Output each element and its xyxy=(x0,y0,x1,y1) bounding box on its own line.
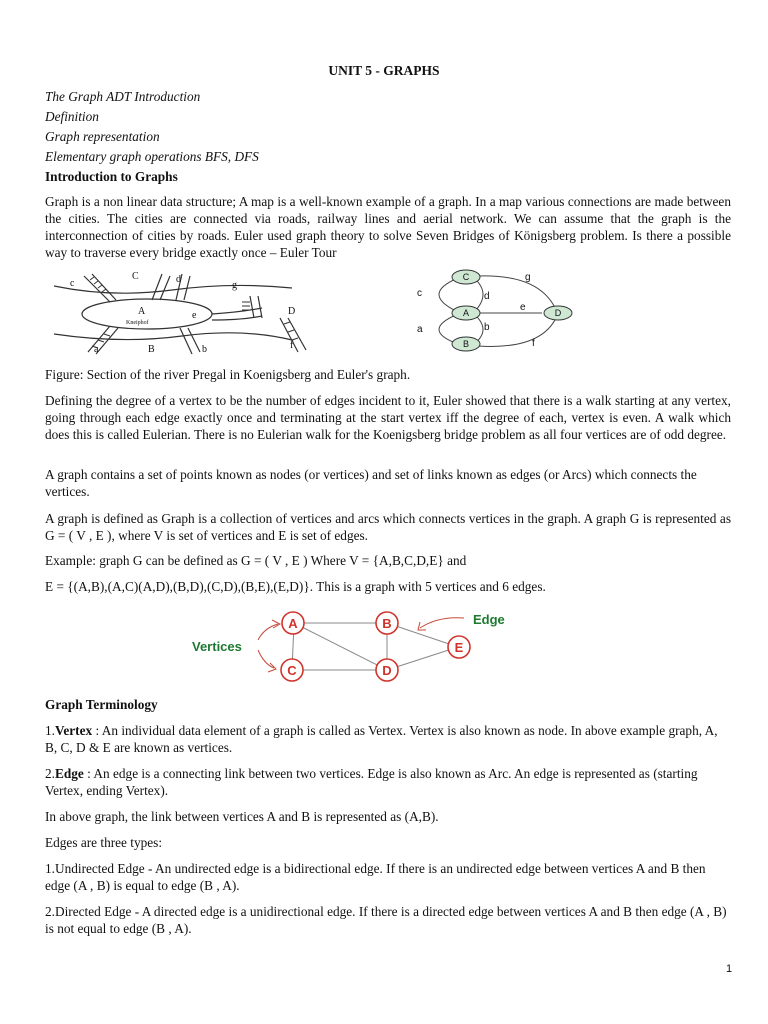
edge-definition xyxy=(45,765,731,799)
toc-item: Definition xyxy=(45,109,99,124)
vertex-text: : An individual data element of a graph is called as Vertex. Vertex is also known as node. In above example graph, A, B, C, D & E are known as vertices. xyxy=(45,723,718,755)
example-line: Example: graph G can be defined as G = ( V , E ) Where V = {A,B,C,D,E} and xyxy=(45,553,467,568)
bridge-label: e xyxy=(192,310,197,321)
vertex-term: Vertex xyxy=(54,723,93,738)
edge-text: : An edge is a connecting link between two vertices. Edge is also known as Arc. An edge is represented as (starting Vertex, ending Vertex). xyxy=(45,766,698,798)
land-label: B xyxy=(148,344,155,355)
toc-item: The Graph ADT Introduction xyxy=(45,89,201,104)
terminology-heading: Graph Terminology xyxy=(45,697,158,712)
vertices-annotation: Vertices xyxy=(192,639,242,654)
edge-label: g xyxy=(525,272,531,283)
definition-paragraph: A graph is defined as Graph is a collection of vertices and arcs which connects vertices in the graph. A graph G is represented as G = ( V , E ), where V is set of vertices and E is set of edges. xyxy=(45,511,731,543)
bridge-label: b xyxy=(202,344,207,355)
edge-example: In above graph, the link between vertices A and B is represented as (A,B). xyxy=(45,809,439,824)
nodes-paragraph: A graph contains a set of points known as nodes (or vertices) and set of links known as edges (or Arcs) which connects the vertices. xyxy=(45,467,697,499)
directed-edge-text: 2.Directed Edge - A directed edge is a unidirectional edge. If there is a directed edge between vertices A and B then edge (A , B) is not equal to edge (B , A). xyxy=(45,904,727,936)
edge-number: 2. xyxy=(45,766,55,781)
edge-label: c xyxy=(417,288,422,299)
intro-paragraph: Graph is a non linear data structure; A map is a well-known example of a graph. In a map various connections are made between the cities. The cities are connected via roads, railway lines and aerial network. We can assume that the graph is the interconnection of cities by roads. Euler used graph theory to solve Seven Bridges of Königsberg problem. Is there a possible way to traverse every bridge exactly once – Euler Tour xyxy=(45,194,731,260)
page-title: UNIT 5 - GRAPHS xyxy=(328,63,440,78)
land-label: D xyxy=(288,306,296,317)
bridge-label: g xyxy=(232,280,237,291)
toc-item: Graph representation xyxy=(45,129,160,144)
bridge-label: c xyxy=(70,278,75,289)
edge-label: f xyxy=(532,338,535,349)
undirected-edge-text: 1.Undirected Edge - An undirected edge is a bidirectional edge. If there is an undirected edge between vertices A and B then edge (A , B) is equal to edge (B , A). xyxy=(45,861,706,893)
intro-heading: Introduction to Graphs xyxy=(45,169,178,184)
bridge-label: d xyxy=(176,274,181,285)
figure-caption: Figure: Section of the river Pregal in Koenigsberg and Euler's graph. xyxy=(45,367,411,382)
edge-label: e xyxy=(520,302,526,313)
island-sublabel: Kneiphof xyxy=(126,320,149,326)
bridge-label: a xyxy=(94,344,99,355)
vertex-label: D xyxy=(382,663,392,678)
island-label: A xyxy=(138,306,146,317)
vertex-number: 1. xyxy=(45,723,55,738)
example-graph-figure xyxy=(188,606,518,684)
vertex-label: C xyxy=(287,663,297,678)
edges-line: E = {(A,B),(A,C)(A,D),(B,D),(C,D),(B,E),(E,D)}. This is a graph with 5 vertices and 6 edges. xyxy=(45,579,546,594)
degree-paragraph: Defining the degree of a vertex to be the number of edges incident to it, Euler showed that there is a walk starting at any vertex, going through each edge exactly once and terminating at the start vertex iff the degree of each, vertex is even. A walk which does this is called Eulerian. There is no Eulerian walk for the Koenigsberg bridge problem as all four vertices are of odd degree. xyxy=(45,393,731,442)
toc-item: Elementary graph operations BFS, DFS xyxy=(45,149,259,164)
edge-label: a xyxy=(417,324,423,335)
bridge-label: f xyxy=(290,340,294,351)
land-label: C xyxy=(132,271,139,282)
vertex-label: E xyxy=(454,640,464,655)
node-label: A xyxy=(462,308,470,318)
edge-label: d xyxy=(484,291,490,302)
edge-label: b xyxy=(484,322,490,333)
node-label: B xyxy=(462,339,470,349)
euler-graph-figure xyxy=(410,266,580,354)
edge-annotation: Edge xyxy=(473,612,505,627)
node-label: C xyxy=(462,272,470,282)
edge-types-line: Edges are three types: xyxy=(45,835,163,850)
vertex-definition xyxy=(45,722,731,756)
vertex-label: A xyxy=(288,616,298,631)
node-label: D xyxy=(554,308,562,318)
edge-term: Edge xyxy=(54,766,84,781)
konigsberg-bridges-figure xyxy=(52,268,322,358)
page-number: 1 xyxy=(726,963,733,975)
vertex-label: B xyxy=(382,616,392,631)
